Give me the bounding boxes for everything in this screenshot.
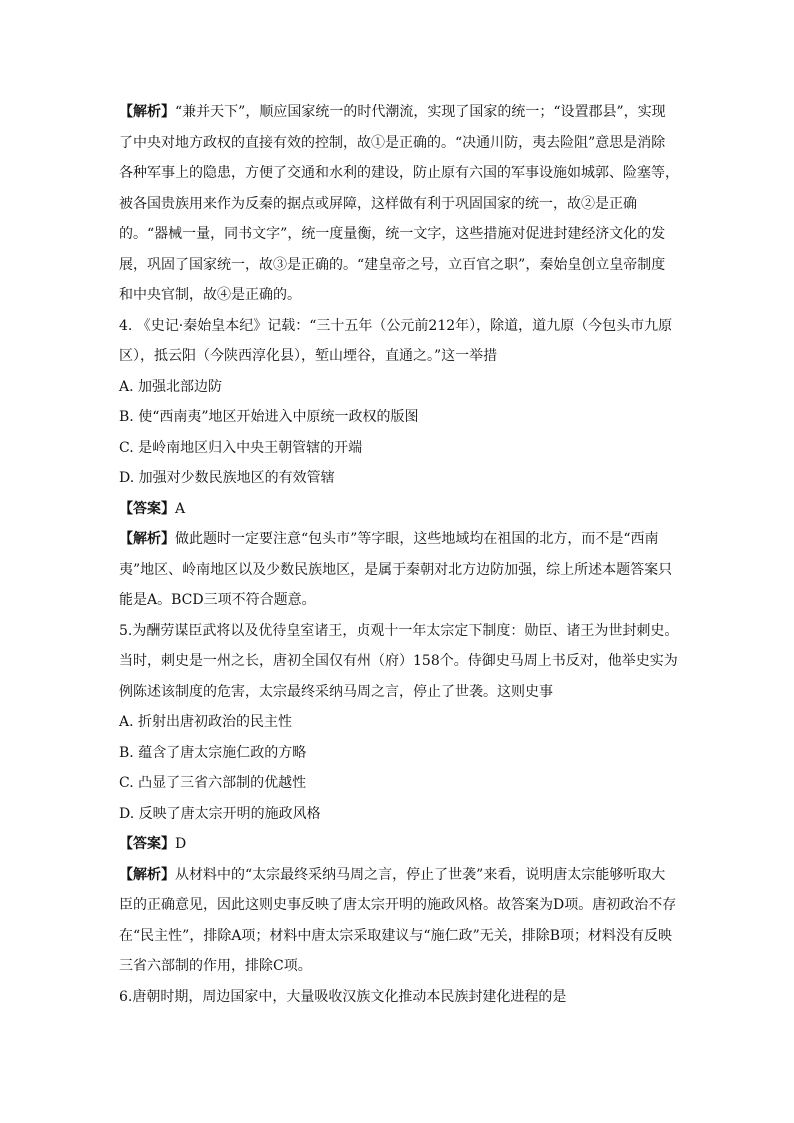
q4-stem: 4. 《史记·秦始皇本纪》记载：“三十五年（公元前212年），除道，道九原（今包头市九原区），抵云阳（今陕西淳化县），堑山堙谷，直通之。”这一举措 [119,317,673,364]
q5-option-b: B. 蕴含了唐太宗施仁政的方略 [119,744,307,761]
page-content [119,97,679,1012]
q4-option-c: C. 是岭南地区归入中央王朝管辖的开端 [119,439,363,456]
answer-label: 【答案】 [119,836,175,852]
q4-option-a: A. 加强北部边防 [119,378,223,395]
q5-analysis [119,860,679,982]
analysis-label: 【解析】 [119,531,175,547]
q3-analysis [119,97,679,311]
q4-answer [119,494,679,525]
q4-analysis [119,524,679,616]
analysis-text: 从材料中的“太宗最终采纳马周之言，停止了世袭”来看，说明唐太宗能够听取大臣的正确意见，因此这则史事反映了唐太宗开明的施政风格。故答案为D项。唐初政治不存在“民主性”，排除A项；材料中唐太宗采取建议与“施仁政”无关，排除B项；材料没有反映三省六部制的作用，排除C项。 [119,866,677,974]
q5-option-c: C. 凸显了三省六部制的优越性 [119,775,307,791]
answer-value: D [175,836,187,852]
q4-option-d: D. 加强对少数民族地区的有效管辖 [119,470,335,486]
analysis-label: 【解析】 [119,866,175,883]
answer-value: A [175,500,186,517]
q4-option-b: B. 使“西南夷”地区开始进入中原统一政权的版图 [119,409,419,425]
q5-option-a: A. 折射出唐初政治的民主性 [119,714,293,730]
analysis-label: 【解析】 [119,104,175,120]
analysis-text: 做此题时一定要注意“包头市”等字眼，这些地域均在祖国的北方，而不是“西南夷”地区、岭南地区以及少数民族地区，是属于秦朝对北方边防加强，综上所述本题答案只能是A。BCD三项不符合题意。 [119,531,673,608]
q5-option-d: D. 反映了唐太宗开明的施政风格 [119,805,321,822]
analysis-text: “兼并天下”，顺应国家统一的时代潮流，实现了国家的统一；“设置郡县”，实现了中央对地方政权的直接有效的控制，故①是正确的。“决通川防，夷去险阻”意思是消除各种军事上的隐患，方便了交通和水利的建设，防止原有六国的军事设施如城郭、险塞等，被各国贵族用来作为反秦的据点或屏障，这样做有利于巩固国家的统一，故②是正确的。“器械一量，同书文字”，统一度量衡，统一文字，这些措施对促进封建经济文化的发展，巩固了国家统一，故③是正确的。“建皇帝之号，立百官之职”，秦始皇创立皇帝制度和中央官制，故④是正确的。 [119,104,679,303]
q5-answer [119,829,679,860]
q5-stem: 5.为酬劳谋臣武将以及优待皇室诸王，贞观十一年太宗定下制度：勋臣、诸王为世封刺史。当时，刺史是一州之长，唐初全国仅有州（府）158个。侍御史马周上书反对，他举史实为例陈述该制度的危害，太宗最终采纳马周之言，停止了世袭。这则史事 [119,622,679,700]
answer-label: 【答案】 [119,500,175,517]
q6-stem: 6.唐朝时期，周边国家中，大量吸收汉族文化推动本民族封建化进程的是 [119,988,567,1005]
